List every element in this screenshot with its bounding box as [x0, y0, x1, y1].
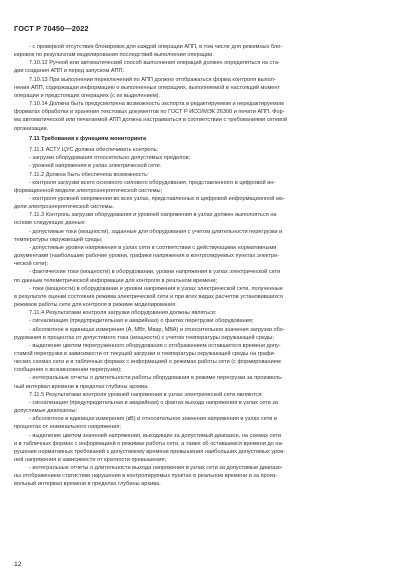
- text-line: дии создания АПП и перед запуском АПП.: [14, 68, 125, 75]
- text-line: вольный интервал времени в пределах глубины архива.: [14, 481, 161, 488]
- text-line: - абсолютное в единицах измерения (кВ) и относительное значения напряжения в узлах сети в: [29, 416, 277, 423]
- text-line: форматах обработки и хранения текстовых документов по ГОСТ Р ИСО/МЭК 26300 и печати АПП. Фор-: [14, 109, 285, 116]
- text-line: и в табличных формах с информацией о режимах работы сети, а также об оставшемся времени до на-: [14, 440, 284, 447]
- text-line: 7.10.14 Должна быть предусмотрена возможность экспорта в редактируемом и нередактируемом: [29, 101, 284, 108]
- text-line: - допустимые токи (мощности), заданные для оборудования с учетом длительности перегрузки и: [29, 228, 283, 235]
- text-line: - контроля загрузки всего основного силового оборудования, представленного в цифровой ин-: [29, 179, 276, 186]
- text-line: стимой перегрузки в зависимости от текущей загрузки и температуры окружающей среды на графи-: [14, 350, 276, 357]
- text-line: - выделение цветом перегруженного оборудования с отображением оставшегося времени допу-: [29, 342, 281, 349]
- text-line: 7.11.2 Должна быть обеспечена возможность:: [29, 171, 149, 178]
- text-line: операции и предстоящих операциях (с их выделением).: [14, 92, 161, 99]
- text-line: рушения нормативных требований к допустимому времени превышения наибольших допустимых уров-: [14, 448, 286, 455]
- text-line: в результате оценки состояния режима электрической сети и при всех видах расчетов установившихся: [14, 293, 283, 300]
- text-line: 7.10.12 Ручной или автоматический способ выполнения операций должен определяться на ста-: [29, 60, 280, 67]
- text-line: ней напряжения в зависимости от кратности превышения;: [14, 457, 167, 463]
- text-line: рудования в процентах от допустимого тока (мощности) с учетом температуры окружающей среды;: [14, 334, 274, 341]
- text-line: ный интервал времени в пределах глубины архива.: [14, 383, 149, 390]
- text-line: ческой сети);: [14, 261, 48, 268]
- text-line: документами (наибольшие рабочие уровни, графики напряжения в контролируемых пунктах электри-: [14, 253, 280, 260]
- text-line: формационной модели электроэнергетической системы;: [14, 187, 163, 194]
- text-line: кировок по результатам моделирования последствий выполнения операции.: [14, 52, 214, 59]
- text-line: - допустимые уровни напряжения в узлах сети в соответствии с действующими нормативными: [29, 244, 277, 251]
- text-line: - сигнализация (предупредительная и аварийная) о фактах выхода напряжения в узлах сети за: [29, 399, 278, 406]
- text-line: - выделение цветом значений напряжения, выходящих за допустимый диапазон, на схемах сети: [29, 432, 281, 439]
- text-line: 7.10.13 При выполнении переключений по АПП должно отображаться форма контроля выпол-: [29, 76, 276, 83]
- text-line: - токи (мощности) в оборудовании и уровни напряжения в узлах электрической сети, полученные: [29, 285, 283, 292]
- text-line: сообщения о возникновении перегрузки);: [14, 367, 122, 374]
- section-heading: 7.11 Требования к функциям мониторинга: [29, 136, 147, 143]
- text-line: организации.: [14, 125, 49, 132]
- text-line: ны отображением статистики нарушения в контролируемых пунктах в реальном времени и за произ-: [14, 473, 278, 480]
- text-line: - интегральные отчеты о длительности работы оборудования в режиме перегрузки за произволь-: [29, 375, 284, 382]
- text-line: допустимые диапазоны;: [14, 408, 78, 415]
- text-line: - интегральные отчеты о длительности выхода напряжения в узлах сети за допустимые диапазо-: [29, 465, 283, 472]
- text-line: ческих схемах сети и в табличных формах с информацией о режимах работы сети (с формированием: [14, 359, 281, 366]
- text-line: по данным телеметрической информации для контроля в реальном времени;: [14, 277, 218, 284]
- text-line: температуры окружающей среды;: [14, 236, 103, 243]
- document-header: ГОСТ Р 70450—2022: [14, 24, 89, 33]
- text-line: основе следующих данных:: [14, 220, 86, 227]
- text-line: - контроля уровней напряжения во всех узлах, представленных в цифровой информационной мо-: [29, 196, 285, 202]
- text-line: 7.11.3 Контроль загрузки оборудования и уровней напряжения в узлах должен выполняться на: [29, 212, 277, 219]
- text-line: - уровней напряжения в узлах электрической сети.: [29, 163, 162, 170]
- text-line: 7.11.4 Результатами контроля загрузки оборудования должны являться:: [29, 310, 217, 317]
- text-line: - абсолютное в единицах измерения (А, МВт, Мвар, МВА) и относительное значения загрузки обо-: [29, 326, 285, 333]
- text-line: 7.11.1 АСТУ ЦУС должна обеспечивать контроль:: [29, 147, 159, 154]
- text-line: дели электроэнергетической системы.: [14, 204, 115, 211]
- text-line: ма автоматической или печатаемой АПП должна настраиваться в соответствии с требованиями сетевой: [14, 117, 288, 124]
- page-number: 12: [14, 561, 22, 568]
- document-body: [14, 43, 402, 489]
- text-line: - с проверкой отсутствия блокировок для каждой операции АПП, в том числе для режимных бло-: [29, 44, 283, 50]
- text-line: - загрузки оборудования относительно допустимых пределов;: [29, 155, 191, 162]
- text-line: процентах от номинального напряжения;: [14, 424, 121, 431]
- text-line: - фактические токи (мощности) в оборудовании, уровни напряжения в узлах электрической сети: [29, 269, 281, 276]
- text-line: 7.11.5 Результатами контроля уровней напряжения в узлах электрической сети являются:: [29, 391, 263, 398]
- text-line: режимов работы сети для контроля в режиме моделирования.: [14, 302, 177, 309]
- text-line: нения АПП, содержащая информацию о выполненных операциях, выполняемой в настоящий момент: [14, 84, 281, 91]
- text-line: - сигнализация (предупредительная и аварийная) о фактах перегрузки оборудования;: [29, 318, 254, 325]
